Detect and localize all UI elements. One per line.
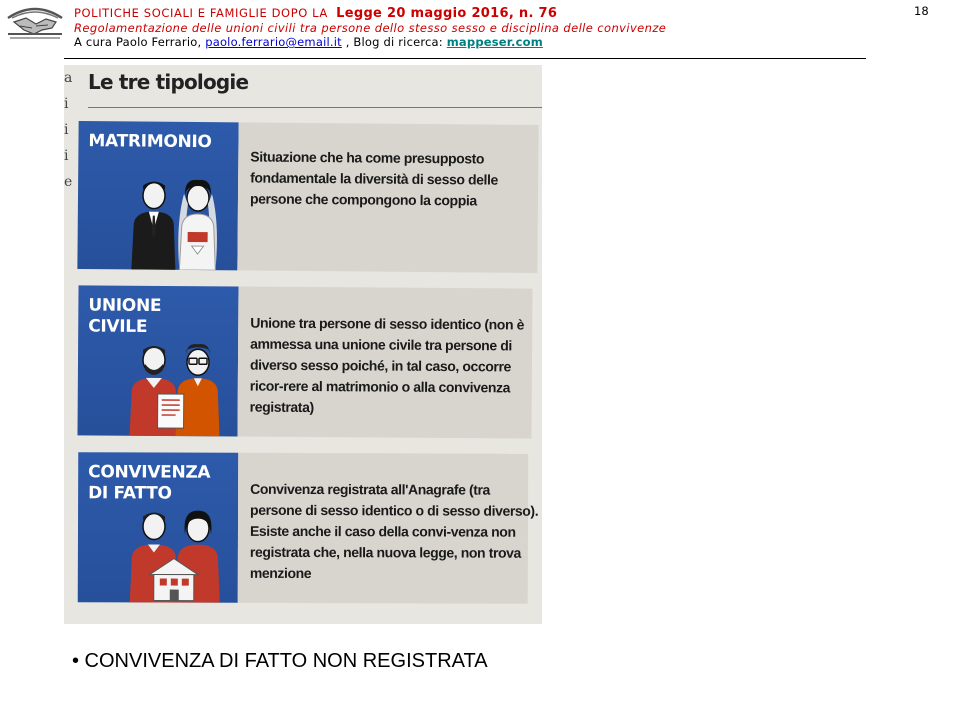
margin-letter: i	[64, 122, 69, 138]
clip-title: Le tre tipologie	[88, 70, 249, 94]
typology-description-box	[237, 287, 532, 439]
margin-letter: i	[64, 96, 69, 112]
typology-title: CONVIVENZA DI FATTO	[88, 462, 211, 504]
typology-panel	[77, 285, 238, 436]
married-couple-icon	[117, 173, 234, 270]
header-topic: POLITICHE SOCIALI E FAMIGLIE DOPO LA	[74, 6, 328, 20]
typology-panel	[77, 121, 238, 270]
blog-link[interactable]: mappeser.com	[446, 35, 543, 49]
header-law: Legge 20 maggio 2016, n. 76	[336, 6, 558, 21]
typology-description-box	[237, 122, 538, 273]
typology-panel	[78, 452, 239, 603]
typology-description: Unione tra persone di sesso identico (non è ammessa una unione civile tra persone di diverso sesso poiché, in tal caso, occorre ricor-rere al matrimonio o alla convivenza registrata)	[249, 314, 525, 416]
header-author-line	[74, 35, 874, 49]
slide-header	[74, 6, 874, 49]
same-sex-couple-icon	[117, 340, 234, 437]
cohabiting-couple-icon	[118, 506, 234, 602]
header-line-1	[74, 6, 874, 21]
author-email-link[interactable]: paolo.ferrario@email.it	[205, 35, 342, 49]
margin-letter: i	[64, 148, 69, 164]
newspaper-clipping	[64, 65, 542, 624]
margin-letter: a	[64, 70, 73, 86]
header-subtitle: Regolamentazione delle unioni civili tra persone dello stesso sesso e disciplina delle convivenze	[74, 21, 667, 35]
blog-label: , Blog di ricerca:	[345, 35, 443, 49]
clip-title-divider	[88, 107, 542, 108]
typology-row-unione-civile	[77, 285, 532, 438]
typology-description: Convivenza registrata all'Anagrafe (tra persone di sesso identico o di sesso diverso). Esiste anche il caso della convi-venza non registrata che, nella nuova legge, non trova menzione	[249, 480, 539, 582]
header-divider	[64, 58, 866, 59]
author-label: A cura Paolo Ferrario,	[74, 35, 202, 49]
page-number: 18	[914, 4, 929, 18]
typology-title: MATRIMONIO	[88, 131, 212, 153]
handshake-logo-icon	[6, 4, 64, 40]
bullet-point: • CONVIVENZA DI FATTO NON REGISTRATA	[72, 650, 488, 672]
typology-row-convivenza	[78, 452, 539, 604]
typology-title: UNIONE CIVILE	[88, 295, 162, 337]
typology-description-box	[238, 453, 539, 604]
typology-description: Situazione che ha come presupposto fondamentale la diversità di sesso delle persone che compongono la coppia	[249, 148, 498, 209]
margin-letter: e	[64, 174, 73, 190]
typology-row-matrimonio	[77, 121, 538, 273]
clip-margin-letters	[64, 65, 74, 265]
